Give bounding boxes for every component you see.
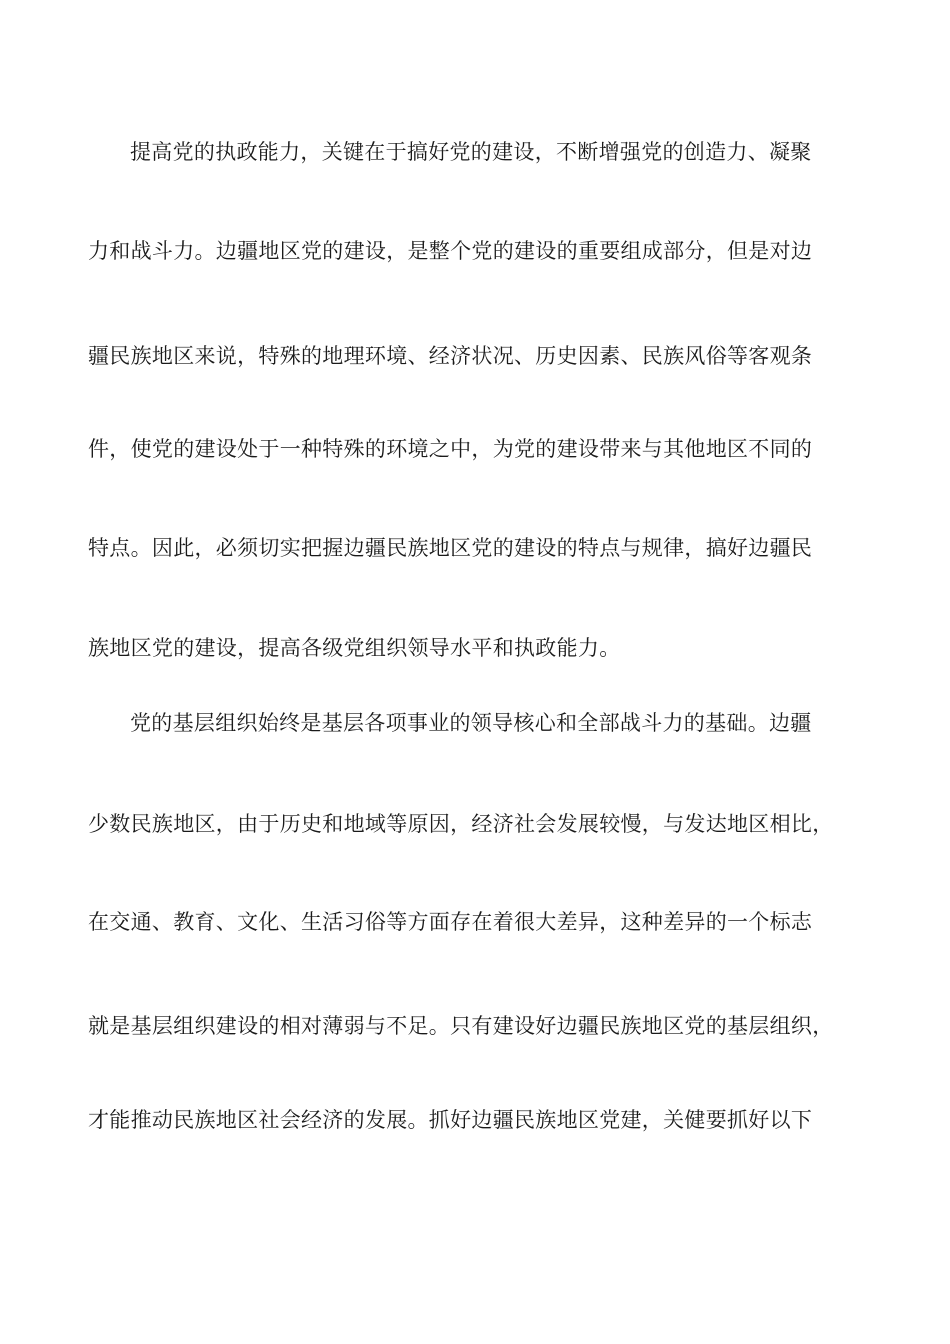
- paragraph-1-line-6: 族地区党的建设，提高各级党组织领导水平和执政能力。: [88, 636, 621, 660]
- paragraph-2-line-4: 就是基层组织建设的相对薄弱与不足。只有建设好边疆民族地区党的基层组织，: [88, 1014, 834, 1038]
- paragraph-2-line-5: 才能推动民族地区社会经济的发展。抓好边疆民族地区党建，关健要抓好以下: [88, 1108, 813, 1132]
- paragraph-1-line-1: 提高党的执政能力，关键在于搞好党的建设，不断增强党的创造力、凝聚: [130, 140, 812, 164]
- paragraph-1-line-4: 件，使党的建设处于一种特殊的环境之中，为党的建设带来与其他地区不同的: [88, 437, 813, 461]
- paragraph-1-line-2: 力和战斗力。边疆地区党的建设，是整个党的建设的重要组成部分，但是对边: [88, 239, 813, 263]
- paragraph-2-line-1: 党的基层组织始终是基层各项事业的领导核心和全部战斗力的基础。边疆: [130, 711, 812, 735]
- paragraph-2-line-3: 在交通、教育、文化、生活习俗等方面存在着很大差异，这种差异的一个标志: [88, 910, 813, 934]
- paragraph-2-line-2: 少数民族地区，由于历史和地域等原因，经济社会发展较慢，与发达地区相比，: [88, 812, 834, 836]
- paragraph-1-line-5: 特点。因此，必须切实把握边疆民族地区党的建设的特点与规律，搞好边疆民: [88, 536, 813, 560]
- paragraph-1-line-3: 疆民族地区来说，特殊的地理环境、经济状况、历史因素、民族风俗等客观条: [88, 344, 813, 368]
